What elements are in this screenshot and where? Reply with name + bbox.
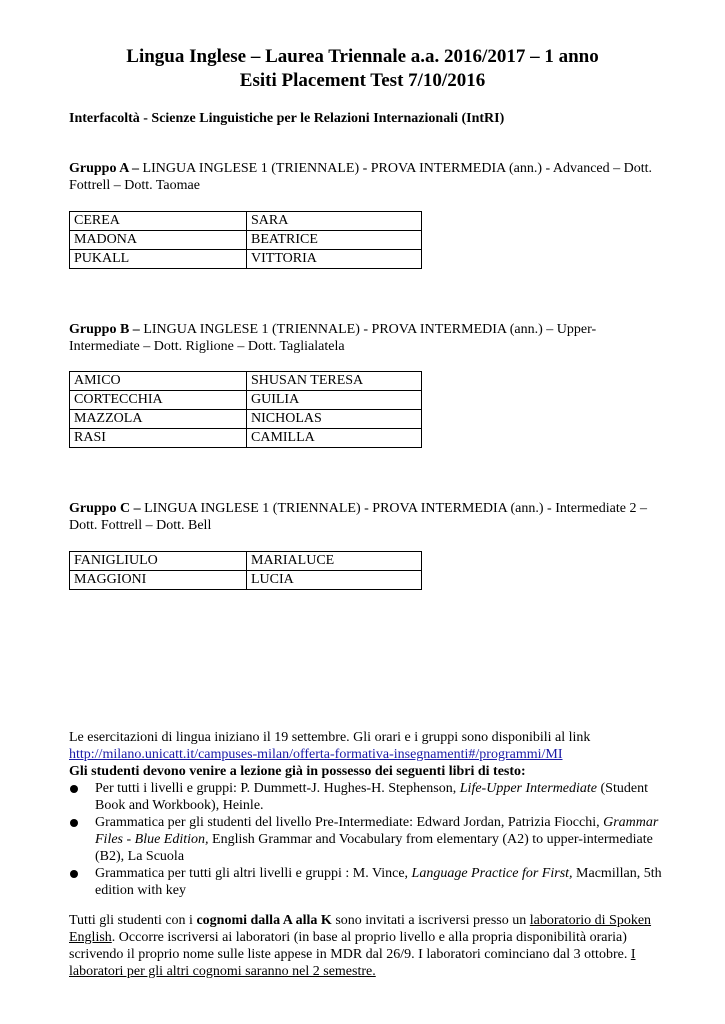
document-title: Lingua Inglese – Laurea Triennale a.a. 2016/2017 – 1 anno bbox=[126, 46, 599, 67]
table-row bbox=[70, 429, 422, 448]
table-row bbox=[70, 212, 422, 231]
faculty-heading: Interfacoltà - Scienze Linguistiche per le Relazioni Internazionali (IntRI) bbox=[69, 111, 505, 126]
table-row bbox=[70, 391, 422, 410]
surname-cell: MADONA bbox=[70, 231, 247, 250]
spoken-english-lab: laboratorio di Spoken English bbox=[69, 913, 652, 945]
name-cell: LUCIA bbox=[247, 571, 422, 590]
surname-cell: RASI bbox=[70, 429, 247, 448]
surname-cell: CEREA bbox=[70, 212, 247, 231]
second-semester-note: I laboratori per gli altri cognomi saranno nel 2 semestre. bbox=[69, 947, 636, 979]
table-row bbox=[70, 231, 422, 250]
group-a-heading bbox=[69, 160, 659, 194]
group-c-heading bbox=[69, 500, 659, 534]
bullet-text: (Student Book and Workbook), Heinle. bbox=[95, 781, 648, 813]
book-title: Grammar Files - Blue Edition, bbox=[95, 815, 659, 847]
list-item bbox=[69, 814, 669, 865]
surname-cell: CORTECCHIA bbox=[70, 391, 247, 410]
group-c-description: LINGUA INGLESE 1 (TRIENNALE) - PROVA INTERMEDIA (ann.) - Intermediate 2 – Dott. Fottrell – Dott. Bell bbox=[69, 501, 647, 533]
book-title: Language Practice for First, bbox=[411, 866, 573, 881]
info-intro: Le esercitazioni di lingua iniziano il 19 settembre. Gli orari e i gruppi sono disponibili al link bbox=[69, 730, 591, 745]
table-row bbox=[70, 250, 422, 269]
bullet-icon bbox=[70, 870, 78, 878]
list-item bbox=[69, 780, 669, 814]
name-cell: NICHOLAS bbox=[247, 410, 422, 429]
surname-cell: MAZZOLA bbox=[70, 410, 247, 429]
programs-link[interactable]: http://milano.unicatt.it/campuses-milan/offerta-formativa-insegnamenti#/programmi/MI bbox=[69, 747, 563, 762]
bullet-text: English Grammar and Vocabulary from elementary (A2) to upper-intermediate (B2), La Scuola bbox=[95, 832, 653, 864]
books-list bbox=[69, 780, 669, 899]
group-b-label: Gruppo B – bbox=[69, 322, 140, 337]
closing-text: Tutti gli studenti con i bbox=[69, 913, 197, 928]
name-cell: CAMILLA bbox=[247, 429, 422, 448]
table-row bbox=[70, 552, 422, 571]
bullet-icon bbox=[70, 819, 78, 827]
group-a-label: Gruppo A – bbox=[69, 161, 140, 176]
closing-text: sono invitati a iscriversi presso un bbox=[331, 913, 530, 928]
document-subtitle: Esiti Placement Test 7/10/2016 bbox=[239, 70, 486, 91]
name-cell: MARIALUCE bbox=[247, 552, 422, 571]
group-c-label: Gruppo C – bbox=[69, 501, 141, 516]
bullet-text: Grammatica per tutti gli altri livelli e gruppi : M. Vince, bbox=[95, 866, 412, 881]
name-cell: GUILIA bbox=[247, 391, 422, 410]
table-row bbox=[70, 372, 422, 391]
info-paragraph bbox=[69, 729, 669, 780]
bullet-text: Macmillan, 5th edition with key bbox=[95, 866, 662, 898]
table-row bbox=[70, 410, 422, 429]
group-c-table bbox=[69, 551, 422, 590]
group-a-table bbox=[69, 211, 422, 269]
closing-paragraph bbox=[69, 912, 669, 980]
name-cell: SARA bbox=[247, 212, 422, 231]
bullet-text: Per tutti i livelli e gruppi: P. Dummett-J. Hughes-H. Stephenson, bbox=[95, 781, 460, 796]
group-b-description: LINGUA INGLESE 1 (TRIENNALE) - PROVA INTERMEDIA (ann.) – Upper-Intermediate – Dott. Riglione – Dott. Taglialatela bbox=[69, 322, 597, 354]
books-heading: Gli studenti devono venire a lezione già in possesso dei seguenti libri di testo: bbox=[69, 764, 526, 779]
surname-cell: FANIGLIULO bbox=[70, 552, 247, 571]
group-b-heading bbox=[69, 321, 659, 355]
table-row bbox=[70, 571, 422, 590]
closing-text: . Occorre iscriversi ai laboratori (in base al proprio livello e alla propria disponibilità oraria) scrivendo il proprio nome sulle liste appese in MDR dal 26/9. I laboratori cominciano dal 3 ottobre. bbox=[69, 930, 631, 962]
group-b-table bbox=[69, 371, 422, 448]
surname-cell: PUKALL bbox=[70, 250, 247, 269]
group-a-description: LINGUA INGLESE 1 (TRIENNALE) - PROVA INTERMEDIA (ann.) - Advanced – Dott. Fottrell – Dott. Taomae bbox=[69, 161, 653, 193]
name-cell: SHUSAN TERESA bbox=[247, 372, 422, 391]
closing-bold-text: cognomi dalla A alla K bbox=[196, 913, 332, 928]
book-title: Life-Upper Intermediate bbox=[459, 781, 598, 796]
name-cell: BEATRICE bbox=[247, 231, 422, 250]
bullet-icon bbox=[70, 785, 78, 793]
bullet-text: Grammatica per gli studenti del livello Pre-Intermediate: Edward Jordan, Patrizia Fiocchi, bbox=[95, 815, 604, 830]
name-cell: VITTORIA bbox=[247, 250, 422, 269]
surname-cell: MAGGIONI bbox=[70, 571, 247, 590]
list-item bbox=[69, 865, 669, 899]
surname-cell: AMICO bbox=[70, 372, 247, 391]
